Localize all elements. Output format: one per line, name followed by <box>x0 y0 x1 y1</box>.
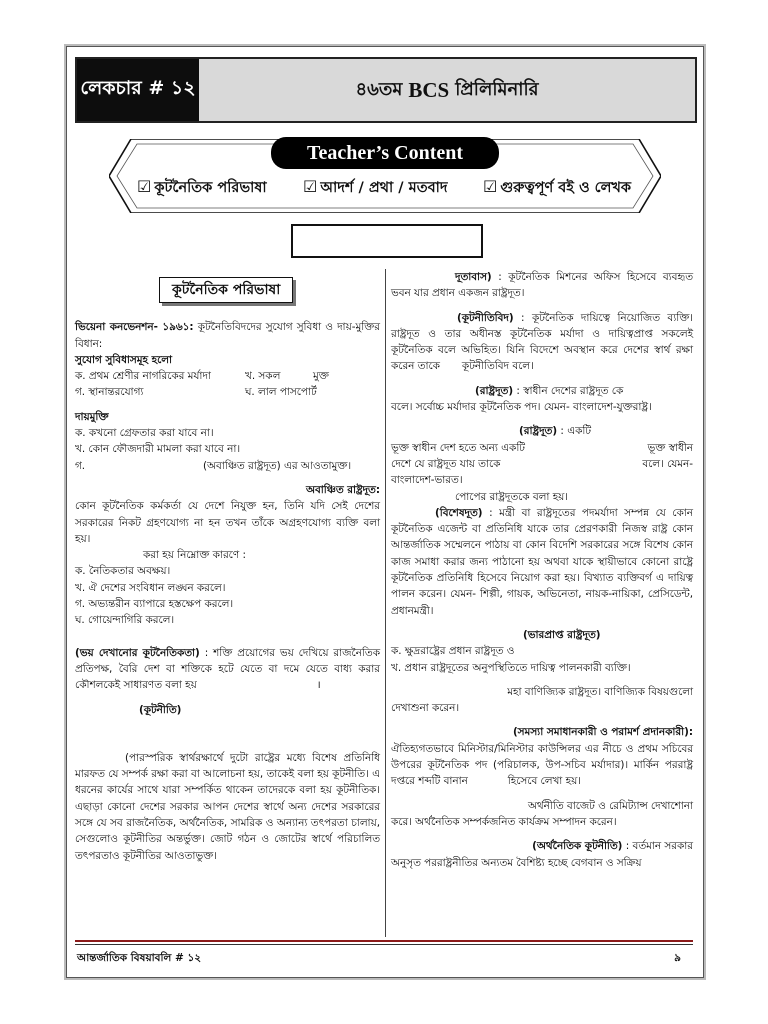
term-end: কূটনীতিবিদ বলে। <box>461 360 534 373</box>
exam-title-prefix: ৪৬তম <box>355 78 403 100</box>
exam-title-bcs: BCS <box>408 77 450 102</box>
list-item: মুক্ত <box>313 370 329 383</box>
topic-label: আদর্শ / প্রথা / মতবাদ <box>320 180 448 196</box>
teachers-content-title: Teacher’s Content <box>271 137 499 169</box>
list-text: (অবাঞ্চিত রাষ্ট্রদূত) এর আওতামুক্ত। <box>203 459 352 472</box>
coercive-diplomacy <box>75 645 380 694</box>
list-marker: গ. <box>75 459 86 472</box>
topic-label: কূটনৈতিক পরিভাষা <box>154 180 267 196</box>
topic-checkbox-1 <box>137 177 267 201</box>
term-text: কূটনৈতিবিদদের সুযোগ সুবিধা ও দায়-মুক্তির বিধান: <box>75 321 380 350</box>
persona-heading: অবাঞ্চিত রাষ্ট্রদূত: <box>305 483 380 496</box>
left-column <box>75 269 380 864</box>
lecture-header <box>75 57 697 123</box>
term-text: : শক্তি প্রয়োগের ভয় দেখিয়ে রাজনৈতিক প্রতিপক্ষ, বৈরি দেশ বা শক্তিকে হটে যেতে বা দমে যেতে বাধ্য করার কৌশলকেই সাধারণত বলা হয় <box>75 646 380 692</box>
list-item: ক. প্রথম শ্রেণীর নাগরিকের মর্যাদা <box>75 370 211 383</box>
ambassador2-line: বাংলাদেশ-ভারত। <box>391 474 463 487</box>
vienna-convention <box>75 319 380 352</box>
footer-subject: আন্তর্জাতিক বিষয়াবলি # ১২ <box>77 952 202 964</box>
checkbox-icon: ☑ <box>483 177 498 196</box>
ambassador2-line <box>391 440 693 456</box>
text-span: বলে। যেমন- <box>642 457 693 470</box>
page-number: ৯ <box>674 952 681 964</box>
counselor-body <box>391 741 693 790</box>
persona-tail: করা হয় নিম্নোক্ত কারণে : <box>143 549 246 562</box>
term-label: দূতাবাস) <box>455 271 492 283</box>
list-item <box>75 458 380 474</box>
term-label: (ভয় দেখানোর কূটনৈতিকতা) <box>75 646 200 659</box>
counselor-heading: (সমস্যা সমাধানকারী ও পরামর্শ প্রদানকারী): <box>512 726 693 739</box>
envoy-entry <box>391 505 693 619</box>
section-title: কূটনৈতিক পরিভাষা <box>159 277 293 303</box>
list-item: গ. স্থানান্তরযোগ্য <box>75 386 144 399</box>
page-frame <box>66 46 704 978</box>
exam-title <box>199 59 695 121</box>
charge-heading: (ভারপ্রাপ্ত রাষ্ট্রদূত) <box>523 628 601 641</box>
exam-title-suffix: প্রিলিমিনারি <box>455 78 539 100</box>
term-label: (অর্থনৈতিক কূটনীতি) <box>532 840 623 853</box>
term-end: হিসেবে লেখা হয়। <box>507 775 581 788</box>
list-item: ক. ক্ষুদ্ররাষ্ট্রের প্রধান রাষ্ট্রদূত ও <box>391 645 515 658</box>
economic-line: করে। অর্থনৈতিক সম্পর্কজনিত কার্যক্রম সম্পাদন করেন। <box>391 815 617 828</box>
term-text: : কূটনৈতিক মিশনের অফিস হিসেবে ব্যবহৃত ভবন যার প্রধান একজন রাষ্ট্রদূত। <box>391 271 693 300</box>
text-span: ভূক্ত স্বাধীন দেশ হতে অন্য একটি <box>391 441 525 454</box>
diplomat-entry <box>391 310 693 375</box>
term-text: : কূটনৈতিক দায়িত্বে নিয়োজিত ব্যক্তি। রাষ্ট্রদূত ও তার অধীনস্ত কূটনৈতিক মর্যাদা ও দায়িত্বপ্রাপ্ত সকলেই কূটনৈতিক বলে অভিহিত। যিনি বিদেশে অবস্থান করে দেশের স্বার্থ রক্ষা করেন তাকে <box>391 311 693 373</box>
term-label: ভিয়েনা কনভেনশন- ১৯৬১: <box>75 321 194 334</box>
term-text: : একটি <box>557 425 592 438</box>
blank-box <box>291 224 483 258</box>
term-label: (রাষ্ট্রদূত) <box>475 384 514 397</box>
commercial-line: দেখাশুনা করেন। <box>391 702 460 715</box>
list-item: ক. কখনো গ্রেফতার করা যাবে না। <box>75 427 214 440</box>
footer-rule-thin <box>75 944 693 945</box>
ambassador2-line <box>391 456 693 472</box>
diplomacy-heading: (কূটনীতি) <box>139 703 182 716</box>
privilege-row <box>75 368 380 384</box>
list-item: খ. ঐ দেশের সংবিধান লঙ্ঘন করলে। <box>75 581 226 594</box>
term-label: (বিশেষদূত) <box>435 506 483 519</box>
economic-line: অর্থনীতি বাজেট ও রেমিট্যান্স দেখাশোনা <box>527 799 693 812</box>
topic-label: গুরুত্বপূর্ণ বই ও লেখক <box>500 180 632 196</box>
term-text: ঐতিহ্যগতভাবে মিনিস্টার/মিনিস্টার কাউন্সিলর এর নীচে ও প্রথম সচিবের উপরের কূটনৈতিক পদ (পরিচালক, উপ-সচিব মর্যাদার)। মার্কিন পররাষ্ট্র দপ্তরে শব্দটি বানান <box>391 742 693 788</box>
checkbox-icon: ☑ <box>137 177 152 196</box>
footer-rule <box>75 940 693 942</box>
list-item: খ. কোন ফৌজদারী মামলা করা যাবে না। <box>75 443 241 456</box>
economic-diplomacy-line: অনুসৃত পররাষ্ট্রনীতির অন্যতম বৈশিষ্ট্য হচ্ছে বেগবান ও সক্রিয় <box>391 856 642 869</box>
ambassador-entry <box>391 383 693 399</box>
checkbox-icon: ☑ <box>303 177 318 196</box>
list-item: খ. প্রধান রাষ্ট্রদূতের অনুপস্থিতিতে দায়িত্ব পালনকারী ব্যক্তি। <box>391 661 631 674</box>
text-span: দেশে যে রাষ্ট্রদূত যায় তাকে <box>391 457 501 470</box>
term-end: । <box>316 679 321 692</box>
immunity-heading: দায়মুক্তি <box>75 410 109 423</box>
list-item: ক. নৈতিকতার অবক্ষয়। <box>75 565 171 578</box>
list-item: ঘ. লাল পাসপোর্ট <box>245 386 317 399</box>
economic-diplomacy-entry <box>391 838 693 854</box>
term-text: : বর্তমান সরকার <box>622 840 693 853</box>
list-item: গ. অভ্যন্তরীন ব্যাপারে হস্তক্ষেপ করলে। <box>75 598 234 611</box>
commercial-line: মহা বাণিজ্যিক রাষ্ট্রদূত। বাণিজ্যিক বিষয়গুলো <box>507 685 693 698</box>
nuncio-line: পোপের রাষ্ট্রদূতকে বলা হয়। <box>455 490 569 503</box>
topic-checkbox-3 <box>483 177 631 201</box>
persona-body: কোন কূটনৈতিক কর্মকর্তা যে দেশে নিযুক্ত হন, তিনি যদি সেই দেশের সরকারের নিকট গ্রহণযোগ্য না হন তখন তাঁকে অগ্রহণযোগ্য ব্যক্তি বলা হয়। <box>75 500 380 545</box>
ambassador2-entry <box>391 423 693 439</box>
column-divider <box>385 269 386 937</box>
privilege-row <box>75 384 380 400</box>
term-text: : স্বাধীন দেশের রাষ্ট্রদূত কে <box>513 384 624 397</box>
topic-checkbox-2 <box>303 177 447 201</box>
list-item: ঘ. গোয়েন্দাগিরি করলে। <box>75 614 175 627</box>
term-label: (রাষ্ট্রদূত) <box>519 425 558 438</box>
ambassador-line: বলে। সর্বোচ্চ মর্যাদার কূটনৈতিক পদ। যেমন- বাংলাদেশ-যুক্তরাষ্ট্র। <box>391 401 652 414</box>
term-label: (কূটনীতিবিদ) <box>457 311 514 324</box>
term-text: : মন্ত্রী বা রাষ্ট্রদূতের পদমর্যাদা সম্পন্ন যে কোন কূটনৈতিক এজেন্ট বা প্রতিনিধি যাকে তার প্রেরণকারী নিজস্ব রাষ্ট্র কোন আন্তর্জাতিক সম্মেলনে পাঠায় বা কোন বিদেশি সরকারের সঙ্গে বিশেষ কোন কাজ সমাধা করার জন্য পাঠানো হয় অথবা যাকে স্থায়ীভাবে কোনো রাষ্ট্রে কূটনৈতিক প্রতিনিধি হিসেবে নিয়োগ করা হয়। বিখ্যাত ব্যক্তিবর্গ এ দায়িত্ব পালন করেন। যেমন- শিল্পী, গায়ক, অভিনেতা, নায়ক-নায়িকা, প্রেসিডেন্ট, প্রধানমন্ত্রী। <box>391 506 693 617</box>
text-span: ভূক্ত স্বাধীন <box>647 441 693 454</box>
lecture-number: লেকচার # ১২ <box>77 59 199 121</box>
privileges-heading: সুযোগ সুবিধাসমূহ হলো <box>75 353 173 366</box>
embassy-entry <box>391 269 693 302</box>
list-item: খ. সকল <box>245 370 281 383</box>
diplomacy-body: (পারস্পরিক স্বার্থরক্ষার্থে দুটো রাষ্ট্রের মধ্যে বিশেষ প্রতিনিধি মারফত যে সম্পর্ক রক্ষা করা বা আলোচনা হয়, তাকেই বলা হয় কূটনীতি। এ ধরনের কার্যের সাথে যারা সম্পর্কিত থাকেন তাদেরকে বলা হয় কূটনীতিক। এছাড়া কোনো দেশের সরকার আপন দেশের স্বার্থে অন্য দেশের সরকারের সঙ্গে যে সব রাজনৈতিক, অর্থনৈতিক, সামরিক ও অন্যান্য তৎপরতা চালায়, সেগুলোও কূটনীতির অন্তর্ভুক্ত। জোট গঠন ও জোটের স্বার্থে পরিচালিত তৎপরতাও কূটনীতির আওতাভুক্ত। <box>75 751 380 862</box>
right-column <box>391 269 693 871</box>
